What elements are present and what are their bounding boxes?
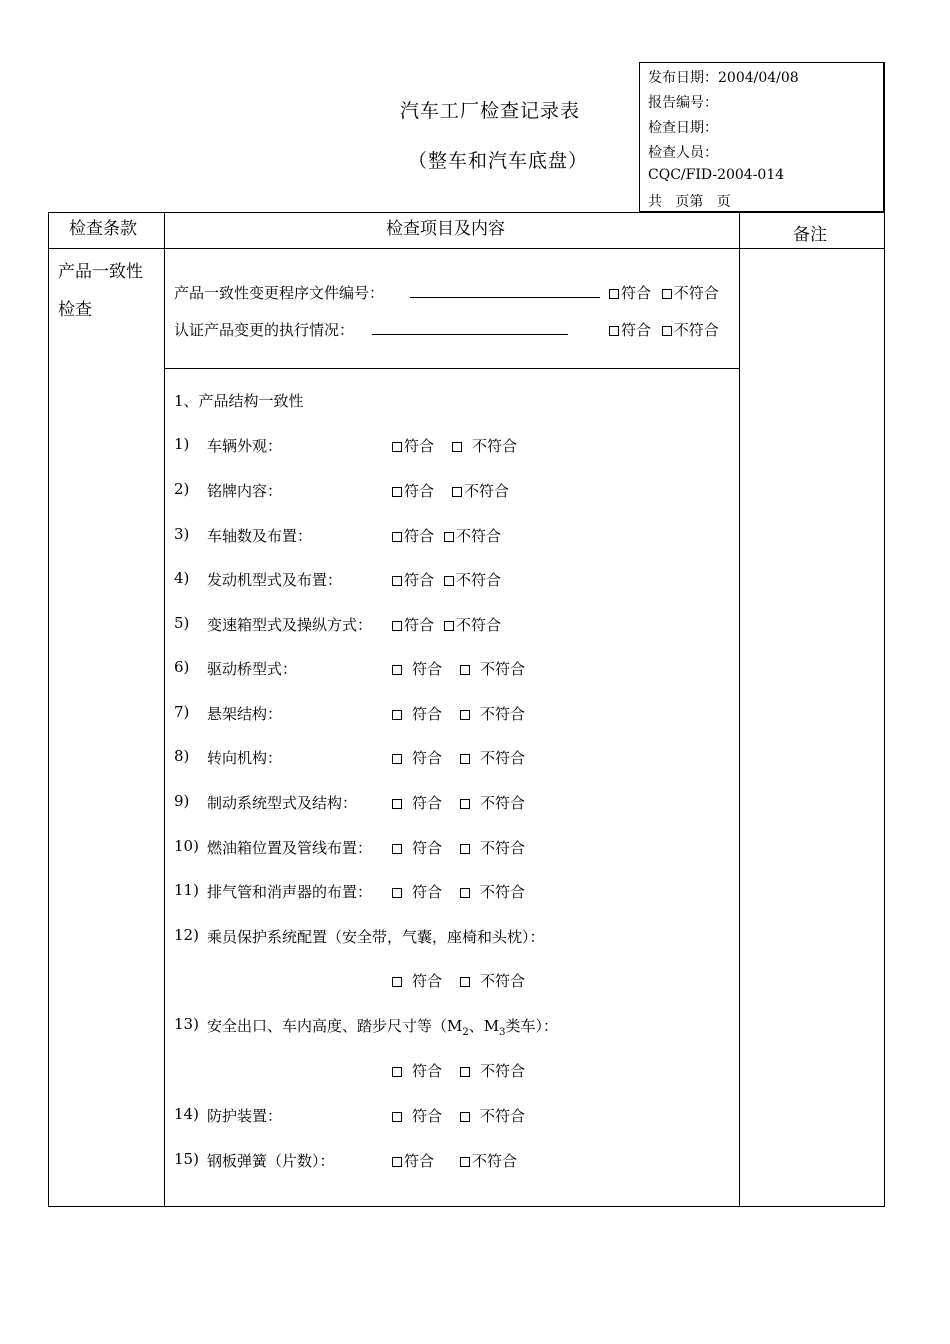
checkbox[interactable] bbox=[460, 1067, 470, 1077]
item-number: 10) bbox=[174, 837, 199, 855]
header-remark: 备注 bbox=[793, 225, 827, 245]
item-options: 符合 不符合 bbox=[392, 792, 525, 813]
checkbox[interactable] bbox=[460, 977, 470, 987]
checkbox[interactable] bbox=[392, 576, 402, 586]
checkbox[interactable] bbox=[392, 799, 402, 809]
item-number: 14) bbox=[174, 1105, 199, 1123]
change-doc-blank[interactable] bbox=[410, 297, 600, 298]
checkbox[interactable] bbox=[392, 442, 402, 452]
checkbox[interactable] bbox=[392, 487, 402, 497]
item-options: 符合 不符合 bbox=[392, 747, 525, 768]
item-label: 悬架结构： bbox=[207, 705, 283, 723]
item-label: 转向机构： bbox=[207, 749, 283, 767]
item-number: 13) bbox=[174, 1015, 199, 1033]
item-options: 符合 不符合 bbox=[392, 525, 501, 546]
item-number: 8) bbox=[174, 747, 190, 765]
change-exec-options: 符合 不符合 bbox=[609, 319, 719, 340]
checkbox[interactable] bbox=[392, 1112, 402, 1122]
item-label: 制动系统型式及结构： bbox=[207, 794, 358, 812]
checkbox[interactable] bbox=[460, 710, 470, 720]
checkbox[interactable] bbox=[392, 665, 402, 675]
item-options: 符合 不符合 bbox=[392, 480, 509, 501]
item-options: 符合 不符合 bbox=[392, 970, 525, 991]
page-count: 共 页第 页 bbox=[648, 194, 731, 210]
item-label: 钢板弹簧（片数）： bbox=[207, 1152, 335, 1170]
change-doc-label: 产品一致性变更程序文件编号： bbox=[174, 284, 385, 302]
item-label: 防护装置： bbox=[207, 1107, 283, 1125]
checkbox[interactable] bbox=[460, 1157, 470, 1167]
header-clause: 检查条款 bbox=[69, 219, 137, 239]
item-label: 车辆外观： bbox=[207, 437, 283, 455]
item-number: 5) bbox=[174, 614, 190, 632]
checkbox[interactable] bbox=[460, 1112, 470, 1122]
item-label: 变速箱型式及操纵方式： bbox=[207, 616, 373, 634]
checkbox[interactable] bbox=[662, 326, 672, 336]
checkbox[interactable] bbox=[460, 754, 470, 764]
clause-line-1: 产品一致性 bbox=[58, 262, 143, 282]
clause-line-2: 检查 bbox=[58, 300, 92, 320]
item-options: 符合 不符合 bbox=[392, 614, 501, 635]
inspector: 检查人员： bbox=[648, 145, 718, 161]
item-number: 7) bbox=[174, 703, 190, 721]
checkbox[interactable] bbox=[444, 532, 454, 542]
checkbox[interactable] bbox=[460, 888, 470, 898]
item-label: 燃油箱位置及管线布置： bbox=[207, 839, 373, 857]
item-label: 发动机型式及布置： bbox=[207, 571, 343, 589]
change-doc-options: 符合 不符合 bbox=[609, 282, 719, 303]
item-label: 排气管和消声器的布置： bbox=[207, 883, 373, 901]
item-options: 符合 不符合 bbox=[392, 658, 525, 679]
checkbox[interactable] bbox=[392, 888, 402, 898]
info-box bbox=[639, 62, 884, 212]
item-options: 符合 不符合 bbox=[392, 837, 525, 858]
checkbox[interactable] bbox=[392, 754, 402, 764]
checkbox[interactable] bbox=[392, 621, 402, 631]
item-options: 符合 不符合 bbox=[392, 1105, 525, 1126]
header-content: 检查项目及内容 bbox=[386, 219, 505, 239]
item-number: 9) bbox=[174, 792, 190, 810]
checkbox[interactable] bbox=[444, 621, 454, 631]
checkbox[interactable] bbox=[452, 487, 462, 497]
item-number: 3) bbox=[174, 525, 190, 543]
checkbox[interactable] bbox=[460, 799, 470, 809]
form-subtitle: （整车和汽车底盘） bbox=[408, 150, 589, 172]
checkbox[interactable] bbox=[662, 289, 672, 299]
item-number: 15) bbox=[174, 1150, 199, 1168]
checkbox[interactable] bbox=[392, 1157, 402, 1167]
item-number: 2) bbox=[174, 480, 190, 498]
item-number: 12) bbox=[174, 926, 199, 944]
item-options: 符合 不符合 bbox=[392, 435, 517, 456]
structure-heading: 1、产品结构一致性 bbox=[174, 392, 304, 410]
item-options: 符合 不符合 bbox=[392, 1060, 525, 1081]
item-options: 符合 不符合 bbox=[392, 881, 525, 902]
item-number: 1) bbox=[174, 435, 190, 453]
checkbox[interactable] bbox=[392, 844, 402, 854]
item-label: 乘员保护系统配置（安全带，气囊，座椅和头枕）： bbox=[207, 928, 545, 946]
checkbox[interactable] bbox=[460, 844, 470, 854]
item-label: 驱动桥型式： bbox=[207, 660, 298, 678]
item-label: 铭牌内容： bbox=[207, 482, 283, 500]
checkbox[interactable] bbox=[609, 289, 619, 299]
checkbox[interactable] bbox=[452, 442, 462, 452]
item-label: 安全出口、车内高度、踏步尺寸等（$M_2$、$M_3$类车）： bbox=[207, 1017, 558, 1038]
item-number: 4) bbox=[174, 569, 190, 587]
form-title: 汽车工厂检查记录表 bbox=[400, 100, 581, 122]
doc-code: CQC/FID-2004-014 bbox=[648, 167, 785, 183]
item-label: 车轴数及布置： bbox=[207, 527, 313, 545]
item-options: 符合 不符合 bbox=[392, 569, 501, 590]
checkbox[interactable] bbox=[609, 326, 619, 336]
change-exec-blank[interactable] bbox=[372, 334, 568, 335]
change-exec-label: 认证产品变更的执行情况： bbox=[174, 321, 355, 339]
report-number: 报告编号： bbox=[648, 95, 718, 111]
checkbox[interactable] bbox=[444, 576, 454, 586]
checkbox[interactable] bbox=[460, 665, 470, 675]
item-number: 11) bbox=[174, 881, 199, 899]
checkbox[interactable] bbox=[392, 710, 402, 720]
item-options: 符合 不符合 bbox=[392, 1150, 517, 1171]
inspect-date: 检查日期： bbox=[648, 120, 718, 136]
publish-date: 发布日期：2004/04/08 bbox=[648, 70, 799, 86]
checkbox[interactable] bbox=[392, 977, 402, 987]
item-options: 符合 不符合 bbox=[392, 703, 525, 724]
checkbox[interactable] bbox=[392, 1067, 402, 1077]
item-number: 6) bbox=[174, 658, 190, 676]
checkbox[interactable] bbox=[392, 532, 402, 542]
